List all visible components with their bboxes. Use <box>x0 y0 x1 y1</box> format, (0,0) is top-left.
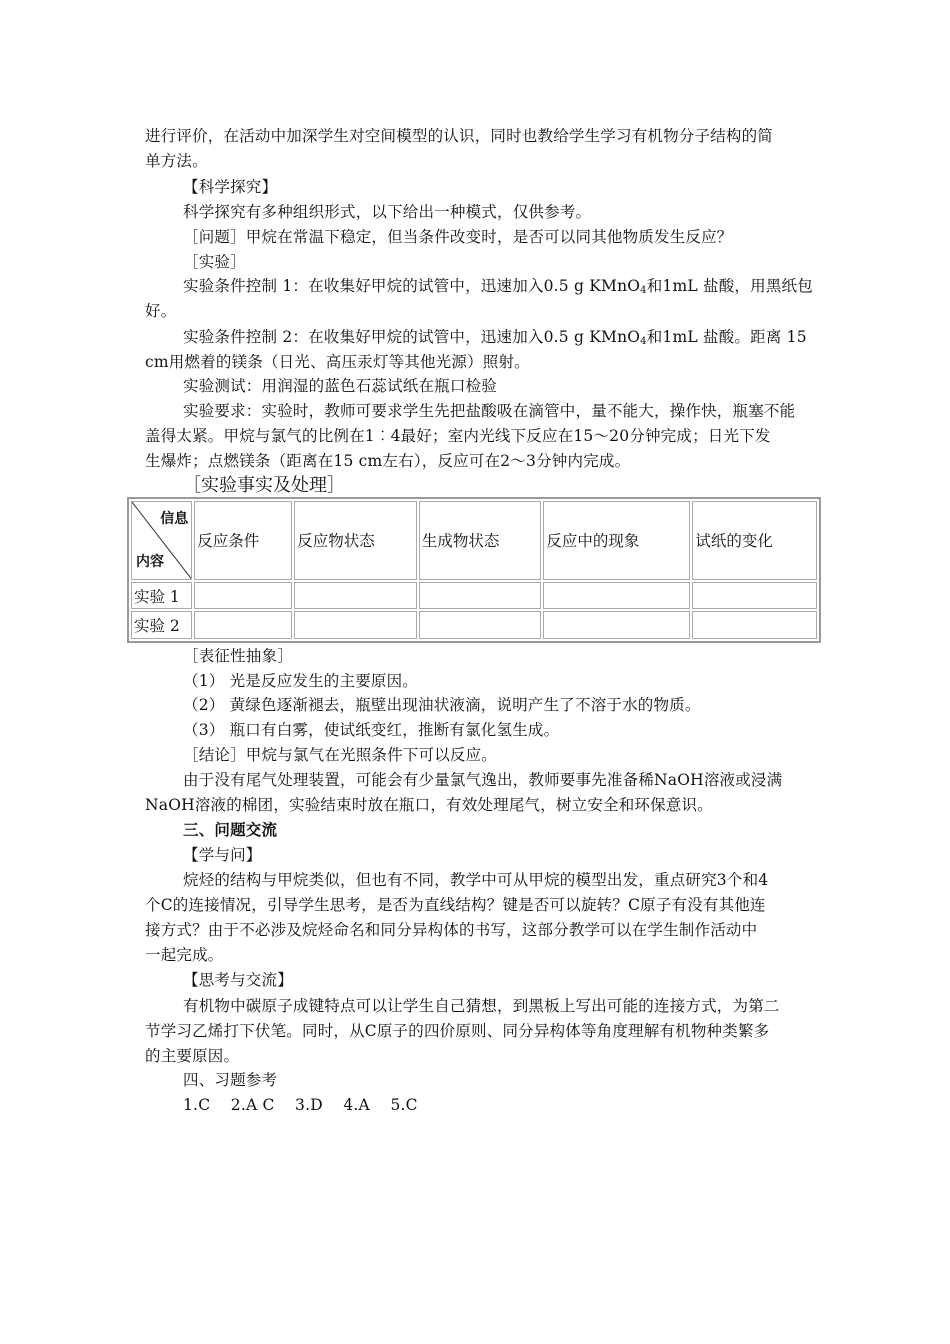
corner-label-info: 信息 <box>160 511 189 527</box>
paragraph-line: 盖得太紧。甲烷与氯气的比例在1︰4最好；室内光线下反应在15～20分钟完成；日光下发 <box>145 427 771 445</box>
table-cell <box>294 611 417 639</box>
paragraph-line: 的主要原因。 <box>145 1047 240 1065</box>
subsection-heading-learn-ask: 【学与问】 <box>183 846 262 864</box>
paragraph-line: NaOH溶液的棉团，实验结束时放在瓶口，有效处理尾气，树立安全和环保意识。 <box>145 796 713 814</box>
exercise-answers: 1.C 2.A C 3.D 4.A 5.C <box>183 1096 418 1114</box>
table-cell <box>194 611 292 639</box>
experiment-condition-2: 实验条件控制 2：在收集好甲烷的试管中，迅速加入0.5 g KMnO$_4$和1mL 盐酸。距离 15 <box>183 328 807 347</box>
experiment-condition-1: 实验条件控制 1：在收集好甲烷的试管中，迅速加入0.5 g KMnO$_4$和1mL 盐酸，用黑纸包 <box>183 277 813 296</box>
paragraph-line: 进行评价，在活动中加深学生对空间模型的认识，同时也教给学生学习有机物分子结构的简 <box>145 127 774 145</box>
abstraction-label: ［表征性抽象］ <box>183 647 293 665</box>
experiment-table <box>127 497 821 643</box>
table-cell <box>692 582 817 610</box>
table-cell <box>543 611 690 639</box>
table-cell <box>419 582 542 610</box>
table-cell <box>692 611 817 639</box>
table-cell <box>419 611 542 639</box>
paragraph-line: 生爆炸；点燃镁条（距离在15 cm左右），反应可在2～3分钟内完成。 <box>145 452 631 470</box>
table-header-cell: 反应条件 <box>194 501 292 580</box>
paragraph-line: 好。 <box>145 302 177 320</box>
paragraph-line: cm用燃着的镁条（日光、高压汞灯等其他光源）照射。 <box>145 353 530 371</box>
table-title: ［实验事实及处理］ <box>183 475 345 496</box>
section-heading-science-inquiry: 【科学探究】 <box>183 178 278 196</box>
experiment-test-line: 实验测试：用润湿的蓝色石蕊试纸在瓶口检验 <box>183 377 498 395</box>
table-cell <box>294 582 417 610</box>
experiment-requirement-line: 实验要求：实验时，教师可要求学生先把盐酸吸在滴管中，量不能大，操作快，瓶塞不能 <box>183 402 796 420</box>
table-header-row <box>131 501 817 580</box>
section-heading-exercises: 四、习题参考 <box>183 1071 278 1089</box>
paragraph-line: 接方式？由于不必涉及烷烃命名和同分异构体的书写，这部分教学可以在学生制作活动中 <box>145 921 758 939</box>
conclusion-line: ［结论］甲烷与氯气在光照条件下可以反应。 <box>183 746 498 764</box>
table-header-cell: 生成物状态 <box>419 501 542 580</box>
numbered-point: （1） 光是反应发生的主要原因。 <box>183 672 418 690</box>
table-header-cell: 反应物状态 <box>294 501 417 580</box>
paragraph-line: 烷烃的结构与甲烷类似，但也有不同，教学中可从甲烷的模型出发，重点研究3个和4 <box>183 871 769 889</box>
experiment-label: ［实验］ <box>183 253 246 271</box>
diagonal-header-cell <box>131 501 192 580</box>
table-header-cell: 试纸的变化 <box>692 501 817 580</box>
table-row <box>131 611 817 639</box>
paragraph-line: 节学习乙烯打下伏笔。同时，从C原子的四价原则、同分异构体等角度理解有机物种类繁多 <box>145 1022 770 1040</box>
paragraph-line: 由于没有尾气处理装置，可能会有少量氯气逸出，教师要事先准备稀NaOH溶液或浸满 <box>183 771 783 789</box>
subsection-heading-think-exchange: 【思考与交流】 <box>183 971 293 989</box>
table-row <box>131 582 817 610</box>
paragraph-line: 个C的连接情况，引导学生思考，是否为直线结构？键是否可以旋转？C原子有没有其他连 <box>145 896 766 914</box>
section-heading-question-exchange: 三、问题交流 <box>183 820 278 839</box>
paragraph-line: 单方法。 <box>145 152 208 170</box>
table-cell <box>194 582 292 610</box>
corner-label-content: 内容 <box>136 553 164 570</box>
table-row-label: 实验 2 <box>131 611 192 639</box>
paragraph-line: 一起完成。 <box>145 946 224 964</box>
table-row-label: 实验 1 <box>131 582 192 610</box>
paragraph-line: 科学探究有多种组织形式，以下给出一种模式，仅供参考。 <box>183 203 592 221</box>
paragraph-line: 有机物中碳原子成键特点可以让学生自己猜想，到黑板上写出可能的连接方式，为第二 <box>183 997 780 1015</box>
table-header-cell: 反应中的现象 <box>543 501 690 580</box>
table-cell <box>543 582 690 610</box>
numbered-point: （3） 瓶口有白雾，使试纸变红，推断有氯化氢生成。 <box>183 721 560 739</box>
numbered-point: （2） 黄绿色逐渐褪去，瓶壁出现油状液滴，说明产生了不溶于水的物质。 <box>183 696 701 714</box>
question-line: ［问题］甲烷在常温下稳定，但当条件改变时，是否可以同其他物质发生反应？ <box>183 228 733 246</box>
